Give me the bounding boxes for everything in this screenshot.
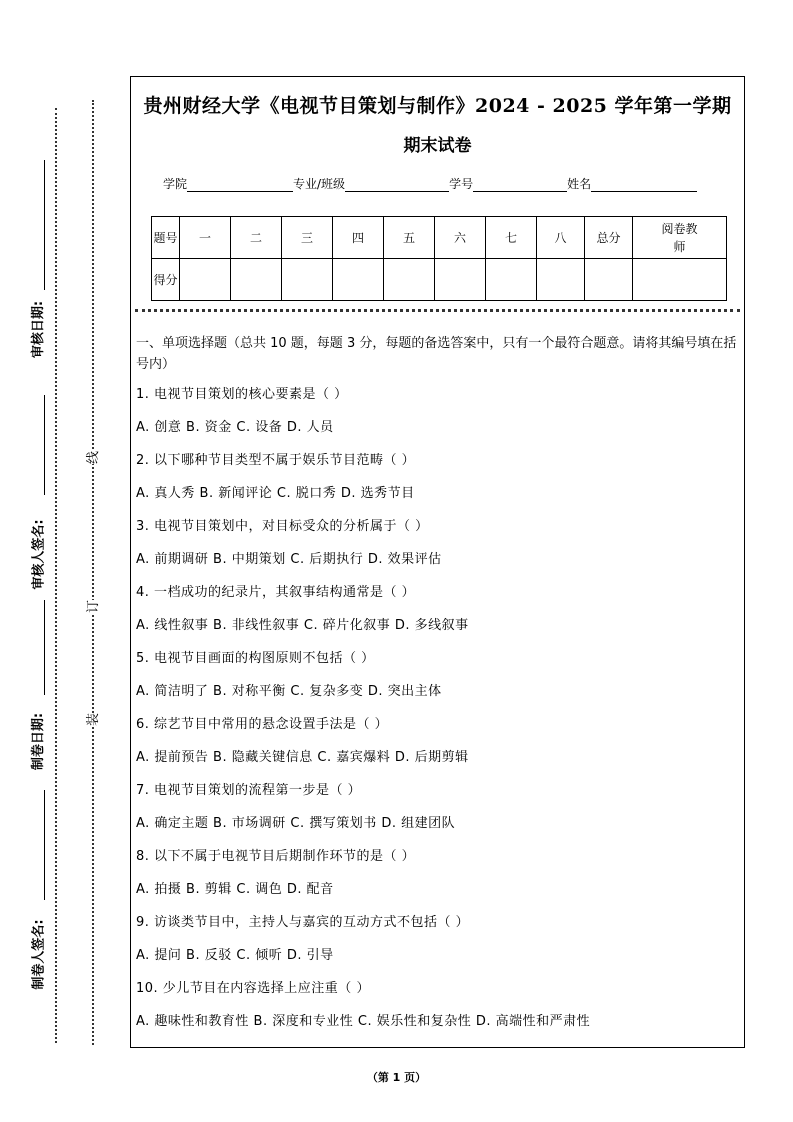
question-2: 2. 以下哪种节目类型不属于娱乐节目范畴（ ） (136, 453, 416, 468)
options-4: A. 线性叙事 B. 非线性叙事 C. 碎片化叙事 D. 多线叙事 (136, 618, 469, 633)
question-5: 5. 电视节目画面的构图原则不包括（ ） (136, 651, 375, 666)
question-10: 10. 少儿节目在内容选择上应注重（ ） (136, 981, 370, 996)
score-cell-7[interactable] (486, 259, 537, 301)
reviewer-signature-blank[interactable] (44, 395, 45, 495)
score-table-header-row (152, 217, 727, 259)
options-5: A. 简洁明了 B. 对称平衡 C. 复杂多变 D. 突出主体 (136, 684, 442, 699)
question-7: 7. 电视节目策划的流程第一步是（ ） (136, 783, 362, 798)
compile-date-label: 制卷日期: (31, 712, 47, 771)
score-col-3: 三 (282, 217, 333, 259)
score-cell-3[interactable] (282, 259, 333, 301)
college-label: 学院 (163, 177, 188, 191)
college-field[interactable] (187, 179, 293, 192)
reviewer-signature-label: 审核人签名: (31, 519, 47, 590)
section-title: 一、单项选择题（总共 10 题，每题 3 分，每题的备选答案中，只有一个最符合题意。请将其编号填在括号内） (136, 336, 737, 372)
question-6: 6. 综艺节目中常用的悬念设置手法是（ ） (136, 717, 389, 732)
binding-mark-zhuang: 装 (82, 713, 101, 726)
page-number: （第 1 页） (366, 1071, 427, 1084)
student-id-label: 学号 (449, 177, 474, 191)
options-6: A. 提前预告 B. 隐藏关键信息 C. 嘉宾爆料 D. 后期剪辑 (136, 750, 469, 765)
question-9: 9. 访谈类节目中，主持人与嘉宾的互动方式不包括（ ） (136, 915, 470, 930)
question-number-header: 题号 (152, 217, 180, 259)
student-info-row (163, 175, 697, 192)
major-class-label: 专业/班级 (293, 177, 346, 191)
score-col-8: 八 (537, 217, 585, 259)
question-area (136, 333, 741, 1045)
binding-mark-xian: 线 (82, 451, 101, 464)
score-cell-grader[interactable] (633, 259, 727, 301)
section-divider (135, 309, 740, 312)
exam-subtitle: 期末试卷 (403, 136, 472, 156)
compiler-signature-label: 制卷人签名: (31, 919, 47, 990)
score-col-total: 总分 (585, 217, 633, 259)
review-date-label: 审核日期: (31, 300, 47, 359)
compile-date-blank[interactable] (44, 600, 45, 695)
score-cell-6[interactable] (435, 259, 486, 301)
question-3: 3. 电视节目策划中，对目标受众的分析属于（ ） (136, 519, 429, 534)
binding-dotted-line (92, 100, 94, 1045)
question-1: 1. 电视节目策划的核心要素是（ ） (136, 387, 348, 402)
score-table-score-row (152, 259, 727, 301)
review-date-blank[interactable] (44, 160, 45, 290)
exam-frame (130, 76, 745, 1048)
exam-title: 贵州财经大学《电视节目策划与制作》2024 - 2025 学年第一学期 (143, 95, 732, 117)
score-col-1: 一 (180, 217, 231, 259)
compiler-signature-blank[interactable] (44, 790, 45, 900)
options-1: A. 创意 B. 资金 C. 设备 D. 人员 (136, 420, 334, 435)
score-cell-total[interactable] (585, 259, 633, 301)
binding-mark-ding: 订 (82, 600, 101, 613)
signature-dotted-line (55, 108, 57, 1043)
student-id-field[interactable] (473, 179, 567, 192)
score-cell-4[interactable] (333, 259, 384, 301)
options-10: A. 趣味性和教育性 B. 深度和专业性 C. 娱乐性和复杂性 D. 高端性和严肃性 (136, 1014, 591, 1029)
score-col-2: 二 (231, 217, 282, 259)
score-col-5: 五 (384, 217, 435, 259)
question-8: 8. 以下不属于电视节目后期制作环节的是（ ） (136, 849, 416, 864)
options-7: A. 确定主题 B. 市场调研 C. 撰写策划书 D. 组建团队 (136, 816, 456, 831)
score-col-grader: 阅卷教师 (633, 217, 727, 259)
score-col-6: 六 (435, 217, 486, 259)
score-cell-2[interactable] (231, 259, 282, 301)
score-cell-5[interactable] (384, 259, 435, 301)
name-field[interactable] (591, 179, 697, 192)
options-3: A. 前期调研 B. 中期策划 C. 后期执行 D. 效果评估 (136, 552, 442, 567)
major-class-field[interactable] (345, 179, 449, 192)
score-col-4: 四 (333, 217, 384, 259)
name-label: 姓名 (567, 177, 592, 191)
options-8: A. 拍摄 B. 剪辑 C. 调色 D. 配音 (136, 882, 334, 897)
options-9: A. 提问 B. 反驳 C. 倾听 D. 引导 (136, 948, 334, 963)
score-table (151, 216, 727, 301)
question-4: 4. 一档成功的纪录片，其叙事结构通常是（ ） (136, 585, 416, 600)
options-2: A. 真人秀 B. 新闻评论 C. 脱口秀 D. 选秀节目 (136, 486, 415, 501)
score-col-7: 七 (486, 217, 537, 259)
score-row-header: 得分 (152, 259, 180, 301)
score-cell-8[interactable] (537, 259, 585, 301)
score-cell-1[interactable] (180, 259, 231, 301)
